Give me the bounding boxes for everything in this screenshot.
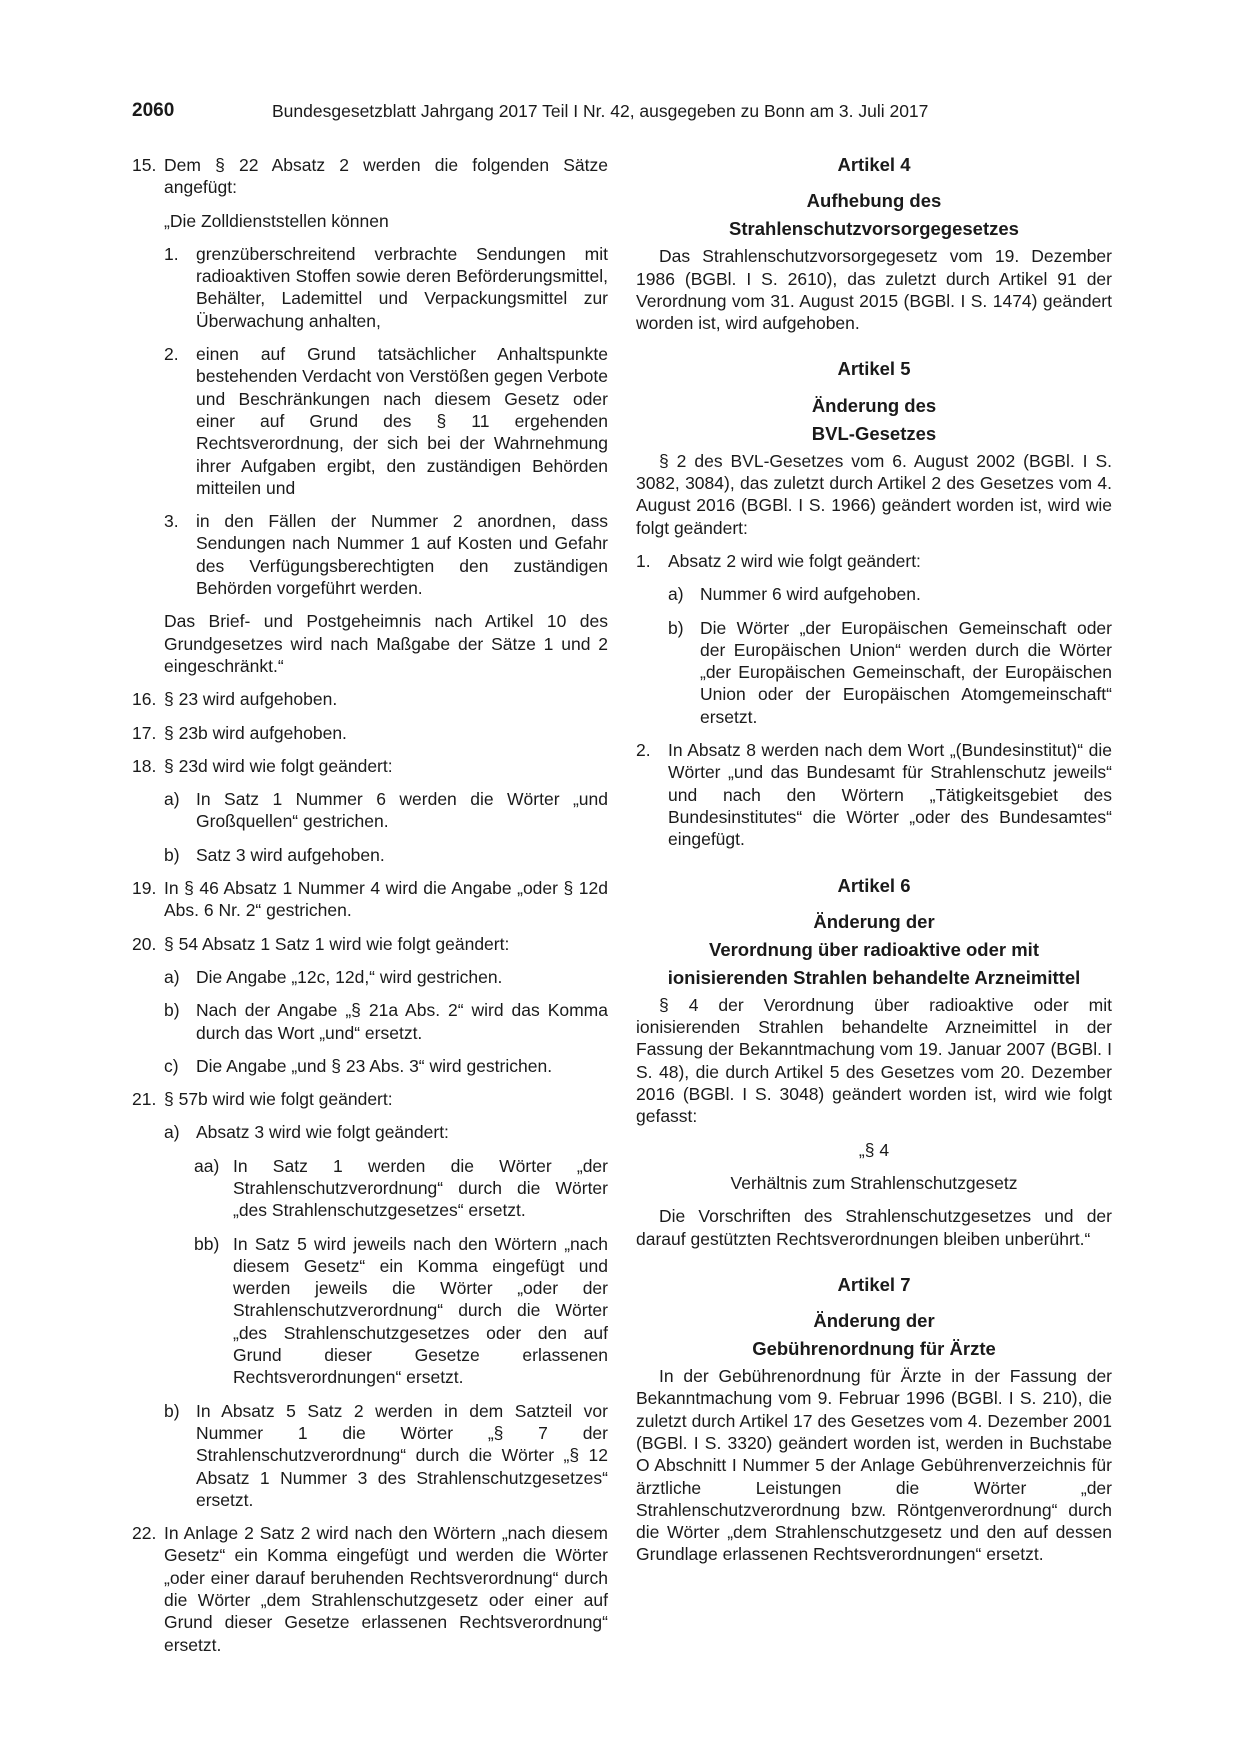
list-item-21b <box>132 1400 608 1511</box>
article-6-paragraph-title: Verhältnis zum Strahlenschutzgesetz <box>730 1172 1018 1193</box>
item-marker: a) <box>164 966 180 987</box>
item-marker: 19. <box>132 878 157 899</box>
article-4-subtitle-1: Aufhebung des <box>806 190 942 212</box>
list-item-22 <box>132 1522 608 1656</box>
article-7-body: In der Gebührenordnung für Ärzte in der Fassung der Bekanntmachung vom 9. Februar 1996 (BGBl. I S. 210), die zuletzt durch Artikel 17 des Gesetzes vom 4. Dezember 2001 (BGBl. I S. 3320) geändert worden ist, werden in Buchstabe O Abschnitt I Nummer 5 der Anlage Gebührenverzeichnis für ärztliche Leistungen die Wörter „der Strahlenschutzverordnung bzw. Röntgenverordnung“ durch die Wörter „dem Strahlenschutzgesetz und den auf dessen Grundlage erlassenen Rechtsverordnungen“ ersetzt. <box>636 1366 1112 1565</box>
left-column <box>132 154 608 1667</box>
item-marker: c) <box>164 1055 179 1076</box>
item-text: Die Wörter „der Europäischen Gemeinschaft oder der Europäischen Union“ werden durch die Wörter „der Europäischen Gemeinschaft, der Europäischen Union oder der Europäischen Atomgemeinschaft“ ersetzt. <box>700 617 1112 727</box>
list-item-15 <box>132 154 608 199</box>
item-marker: b) <box>164 844 180 865</box>
header-title: Bundesgesetzblatt Jahrgang 2017 Teil I Nr. 42, ausgegeben zu Bonn am 3. Juli 2017 <box>272 101 929 121</box>
item-marker: 1. <box>164 243 179 264</box>
item-text: einen auf Grund tatsächlicher Anhaltspunkte bestehenden Verdacht von Verstößen gegen Verbote und Beschränkungen nach diesem Gesetz oder einer auf Grund des § 11 ergehenden Rechtsverordnung, der sich bei der Wahrnehmung ihrer Aufgaben ergibt, den zuständigen Behörden mitteilen und <box>196 344 608 498</box>
article-4-subtitle-2: Strahlenschutzvorsorgegesetzes <box>729 218 1019 240</box>
article-5-item-1a <box>636 583 1112 605</box>
list-item-21bb <box>132 1233 608 1389</box>
article-5-subtitle-1: Änderung des <box>811 394 937 416</box>
article-7-subtitle-1: Änderung der <box>813 1310 935 1332</box>
article-5-title: Artikel 5 <box>837 358 911 380</box>
item-text: Absatz 2 wird wie folgt geändert: <box>668 550 921 571</box>
item-marker: 2. <box>164 344 179 365</box>
item-marker: a) <box>164 1122 180 1143</box>
item-marker: a) <box>668 584 684 605</box>
item-marker: 3. <box>164 511 179 532</box>
item-marker: bb) <box>194 1233 220 1254</box>
item-text: In Satz 1 Nummer 6 werden die Wörter „und Großquellen“ gestrichen. <box>196 789 608 832</box>
list-item-20b <box>132 999 608 1044</box>
article-6-subtitle-1: Änderung der <box>813 910 935 932</box>
article-6-paragraph-label: „§ 4 <box>858 1139 890 1160</box>
article-5-body: § 2 des BVL-Gesetzes vom 6. August 2002 (BGBl. I S. 3082, 3084), das zuletzt durch Artikel 2 des Gesetzes vom 4. August 2016 (BGBl. I S. 1966) geändert worden ist, wird wie folgt geändert: <box>636 450 1112 538</box>
page-header <box>132 100 1112 130</box>
article-6-paragraph-body: Die Vorschriften des Strahlenschutzgesetzes und der darauf gestützten Rechtsverordnungen bleiben unberührt.“ <box>636 1206 1112 1249</box>
list-item-18a <box>132 788 608 833</box>
list-item-20 <box>132 933 608 955</box>
item-marker: 20. <box>132 933 157 954</box>
quote-intro: „Die Zolldienststellen können <box>164 210 389 231</box>
list-item-21 <box>132 1088 608 1110</box>
article-4-title: Artikel 4 <box>837 154 911 175</box>
item-text: in den Fällen der Nummer 2 anordnen, dass Sendungen nach Nummer 1 auf Kosten und Gefahr des Verfügungsberechtigten den zuständigen Behörden vorgeführt werden. <box>196 511 608 599</box>
item-marker: b) <box>668 617 684 638</box>
item-text: § 23b wird aufgehoben. <box>164 722 347 743</box>
item-text: Die Angabe „und § 23 Abs. 3“ wird gestrichen. <box>196 1055 553 1076</box>
item-text: grenzüberschreitend verbrachte Sendungen mit radioaktiven Stoffen sowie deren Beförderungsmittel, Behälter, Lademittel und Verpackungsmittel zur Überwachung anhalten, <box>196 243 608 331</box>
item-marker: 22. <box>132 1523 157 1544</box>
article-6-subtitle-2: Verordnung über radioaktive oder mit <box>709 938 1039 960</box>
list-item-19 <box>132 877 608 922</box>
item-text: In Absatz 8 werden nach dem Wort „(Bundesinstitut)“ die Wörter „und das Bundesamt für Strahlenschutz jeweils“ und nach den Wörtern „Tätigkeitsgebiet des Bundesinstitutes“ die Wörter „oder des Bundesamtes“ eingefügt. <box>668 740 1112 850</box>
item-text: In Satz 5 wird jeweils nach den Wörtern „nach diesem Gesetz“ ein Komma eingefügt und werden jeweils die Wörter „oder der Strahlenschutzverordnung“ durch die Wörter „des Strahlenschutzgesetzes oder den auf Grund dieser Gesetze erlassenen Rechtsverordnungen“ ersetzt. <box>233 1233 608 1388</box>
article-7-subtitle-2: Gebührenordnung für Ärzte <box>752 1338 996 1360</box>
item-text: Die Angabe „12c, 12d,“ wird gestrichen. <box>196 966 503 987</box>
item-marker: 2. <box>636 740 651 761</box>
item-marker: b) <box>164 1000 180 1021</box>
page-number: 2060 <box>132 100 175 121</box>
list-item-16 <box>132 688 608 710</box>
item-text: In § 46 Absatz 1 Nummer 4 wird die Angabe „oder § 12d Abs. 6 Nr. 2“ gestrichen. <box>164 878 608 921</box>
list-item-20a <box>132 966 608 988</box>
item-marker: b) <box>164 1400 180 1421</box>
article-6-title: Artikel 6 <box>837 874 911 896</box>
item-text: Nach der Angabe „§ 21a Abs. 2“ wird das Komma durch das Wort „und“ ersetzt. <box>196 1000 608 1043</box>
item-text: Nummer 6 wird aufgehoben. <box>700 584 921 605</box>
item-marker: 15. <box>132 155 157 175</box>
item-text: § 23 wird aufgehoben. <box>164 689 338 710</box>
item-marker: 1. <box>636 550 651 571</box>
article-5-subtitle-2: BVL-Gesetzes <box>811 422 937 444</box>
list-item-15-2 <box>132 343 608 499</box>
article-4-body: Das Strahlenschutzvorsorgegesetz vom 19. Dezember 1986 (BGBl. I S. 2610), das zuletzt durch Artikel 91 der Verordnung vom 31. August 2015 (BGBl. I S. 1474) geändert worden ist, wird aufgehoben. <box>636 246 1112 334</box>
article-6-subtitle-3: ionisierenden Strahlen behandelte Arzneimittel <box>667 966 1081 988</box>
quote-end: Das Brief- und Postgeheimnis nach Artikel 10 des Grundgesetzes wird nach Maßgabe der Sätze 1 und 2 eingeschränkt.“ <box>164 611 608 676</box>
list-item-18 <box>132 755 608 777</box>
article-6-body: § 4 der Verordnung über radioaktive oder mit ionisierenden Strahlen behandelte Arzneimittel in der Fassung der Bekanntmachung vom 19. Januar 2007 (BGBl. I S. 48), die durch Artikel 5 des Gesetzes vom 20. Dezember 2016 (BGBl. I S. 3048) geändert worden ist, wird wie folgt gefasst: <box>636 994 1112 1127</box>
article-5-item-2 <box>636 739 1112 850</box>
item-marker: aa) <box>194 1155 220 1176</box>
list-item-15-3 <box>132 510 608 599</box>
item-marker: 16. <box>132 689 157 710</box>
list-item-18b <box>132 844 608 866</box>
article-5-item-1b <box>636 617 1112 728</box>
article-7-title: Artikel 7 <box>837 1273 911 1295</box>
item-marker: a) <box>164 789 180 810</box>
list-item-17 <box>132 722 608 744</box>
item-text: § 54 Absatz 1 Satz 1 wird wie folgt geändert: <box>164 933 510 954</box>
right-column <box>636 154 1112 1577</box>
item-marker: 21. <box>132 1089 157 1110</box>
item-text: Absatz 3 wird wie folgt geändert: <box>196 1122 449 1143</box>
item-text: Satz 3 wird aufgehoben. <box>196 844 385 865</box>
item-text: In Anlage 2 Satz 2 wird nach den Wörtern „nach diesem Gesetz“ ein Komma eingefügt und werden die Wörter „oder einer darauf beruhenden Rechtsverordnung“ durch die Wörter „dem Strahlenschutzgesetz oder einer auf Grund dieser Gesetze erlassenen Rechtsverordnung“ ersetzt. <box>164 1523 608 1655</box>
article-5-item-1 <box>636 550 1112 572</box>
item-text: Dem § 22 Absatz 2 werden die folgenden Sätze angefügt: <box>164 155 608 198</box>
item-marker: 17. <box>132 722 157 743</box>
list-item-15-1 <box>132 243 608 332</box>
item-text: § 57b wird wie folgt geändert: <box>164 1089 393 1110</box>
item-text: In Satz 1 werden die Wörter „der Strahlenschutzverordnung“ durch die Wörter „des Strahlenschutzgesetzes“ ersetzt. <box>233 1155 608 1221</box>
list-item-20c <box>132 1055 608 1077</box>
item-marker: 18. <box>132 755 157 776</box>
list-item-21aa <box>132 1155 608 1222</box>
list-item-21a <box>132 1121 608 1143</box>
item-text: § 23d wird wie folgt geändert: <box>164 755 393 776</box>
item-text: In Absatz 5 Satz 2 werden in dem Satzteil vor Nummer 1 die Wörter „§ 7 der Strahlenschutzverordnung“ durch die Wörter „§ 12 Absatz 1 Nummer 3 des Strahlenschutzgesetzes“ ersetzt. <box>196 1400 608 1510</box>
